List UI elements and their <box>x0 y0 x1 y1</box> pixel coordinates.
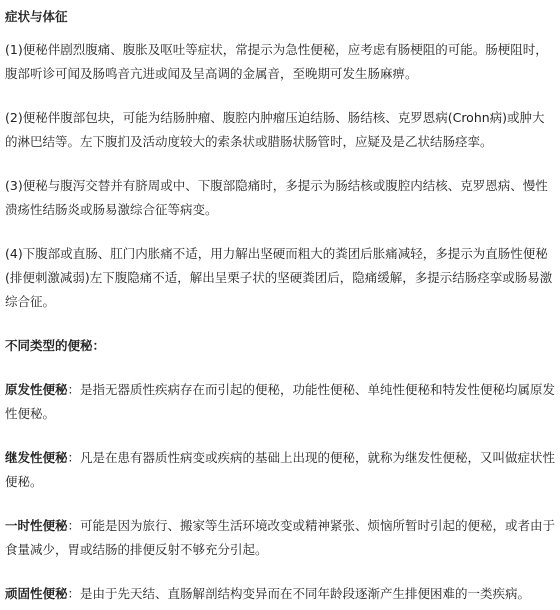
type-description: ：是由于先天结、直肠解剖结构变异而在不同年龄段逐渐产生排便困难的一类疾病。 <box>67 586 531 601</box>
type-item-temporary <box>5 514 556 562</box>
symptom-paragraph-4: (4)下腹部或直肠、肛门内胀痛不适，用力解出坚硬而粗大的粪团后胀痛减轻，多提示为直肠性便秘(排便刺激减弱)左下腹隐痛不适，解出呈栗子状的坚硬粪团后，隐痛缓解，多提示结肠痉挛或肠易激综合征。 <box>5 246 553 309</box>
type-term: 一时性便秘 <box>5 518 68 533</box>
type-item-secondary <box>5 446 556 494</box>
type-term: 继发性便秘 <box>5 450 68 465</box>
symptom-paragraph-1: (1)便秘伴剧烈腹痛、腹胀及呕吐等症状，常提示为急性便秘，应考虑有肠梗阻的可能。肠梗阻时，腹部听诊可闻及肠鸣音亢进或闻及呈高调的金属音，至晚期可发生肠麻痹。 <box>5 42 548 81</box>
type-description: ：可能是因为旅行、搬家等生活环境改变或精神紧张、烦恼所暂时引起的便秘，或者由于食量减少，胃或结肠的排便反射不够充分引起。 <box>5 518 556 557</box>
type-description: ：凡是在患有器质性病变或疾病的基础上出现的便秘，就称为继发性便秘，又叫做症状性便秘。 <box>5 450 556 489</box>
type-item-primary <box>5 378 556 426</box>
symptom-paragraph-3: (3)便秘与腹泻交替并有脐周或中、下腹部隐痛时，多提示为肠结核或腹腔内结核、克罗恩病、慢性溃疡性结肠炎或肠易激综合征等病变。 <box>5 178 548 217</box>
type-description: ：是指无器质性疾病存在而引起的便秘，功能性便秘、单纯性便秘和特发性便秘均属原发性便秘。 <box>5 382 556 421</box>
type-term: 顽固性便秘 <box>5 586 68 601</box>
symptom-paragraph-2: (2)便秘伴腹部包块，可能为结肠肿瘤、腹腔内肿瘤压迫结肠、肠结核、克罗恩病(Crohn病)或肿大的淋巴结等。左下腹扪及活动度较大的索条状或腊肠状肠管时，应疑及是乙状结肠痉挛。 <box>5 110 545 149</box>
type-term: 原发性便秘 <box>5 382 68 397</box>
type-item-intractable <box>5 582 556 606</box>
section-heading-symptoms: 症状与体征 <box>5 9 68 24</box>
section-heading-types: 不同类型的便秘： <box>5 338 106 353</box>
